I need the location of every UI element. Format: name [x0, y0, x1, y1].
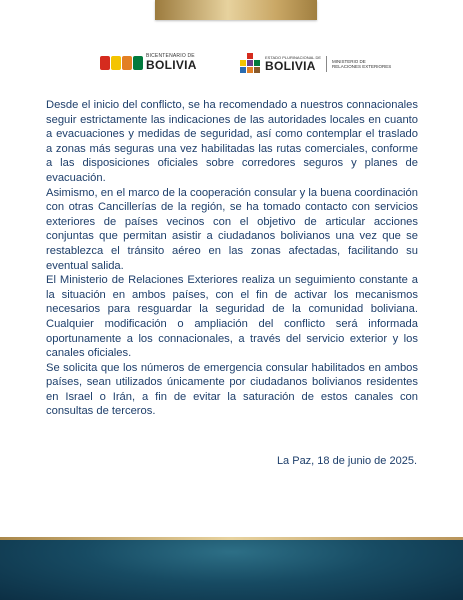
bicentenary-logo-small-text: BICENTENARIO DE: [146, 53, 195, 59]
ministry-logo-divider: [326, 56, 327, 72]
header-logos: [0, 52, 463, 76]
ministry-logo: [238, 52, 391, 76]
paragraph-2: Asimismo, en el marco de la cooperación consular y la buena coordinación con otras Cancillerías de la región, se ha tomado contacto con servicios exteriores de países vecinos con el objetivo de articular acciones conjuntas que permitan asistir a ciudadanos bolivianos una vez que se restablezca el tránsito aéreo en las zonas afectadas, facilitando su eventual salida.: [46, 186, 418, 272]
bicentenary-logo: [100, 54, 197, 71]
statement-body: [46, 98, 418, 419]
bicentenary-logo-title: BOLIVIA: [146, 58, 197, 72]
paragraph-1: Desde el inicio del conflicto, se ha recomendado a nuestros connacionales seguir estrictamente las indicaciones de las autoridades locales en cuanto a evacuaciones y medidas de seguridad, así como contemplar el traslado a zonas más seguras una vez habilitadas las rutas comerciales, conforme a las disposiciones oficiales sobre corredores seguros y planes de evacuación.: [46, 99, 418, 184]
ministry-logo-title: BOLIVIA: [265, 59, 316, 73]
bicentenary-logo-mark-icon: [100, 56, 143, 70]
paragraph-4: Se solicita que los números de emergencia consular habilitados en ambos países, sean utilizados únicamente por ciudadanos bolivianos residentes en Israel o Irán, a fin de evitar la saturación de estos canales con consultas de terceros.: [46, 361, 418, 418]
footer-band: [0, 540, 463, 600]
gold-header-tab: [155, 0, 317, 20]
ministry-logo-small-text: ESTADO PLURINACIONAL DE: [265, 55, 322, 60]
document-date: La Paz, 18 de junio de 2025.: [276, 455, 417, 467]
ministry-name-line1: MINISTERIO DE: [332, 58, 366, 64]
ministry-name-line2: RELACIONES EXTERIORES: [332, 64, 392, 69]
ministry-seal-icon: [238, 52, 262, 76]
paragraph-3: El Ministerio de Relaciones Exteriores realiza un seguimiento constante a la situación en ambos países, con el fin de activar los mecanismos necesarios para resguardar la seguridad de la comunidad boliviana. Cualquier modificación o ampliación del conflicto será informada oportunamente a los connacionales, a través del servicio exterior y los canales oficiales.: [46, 274, 418, 360]
